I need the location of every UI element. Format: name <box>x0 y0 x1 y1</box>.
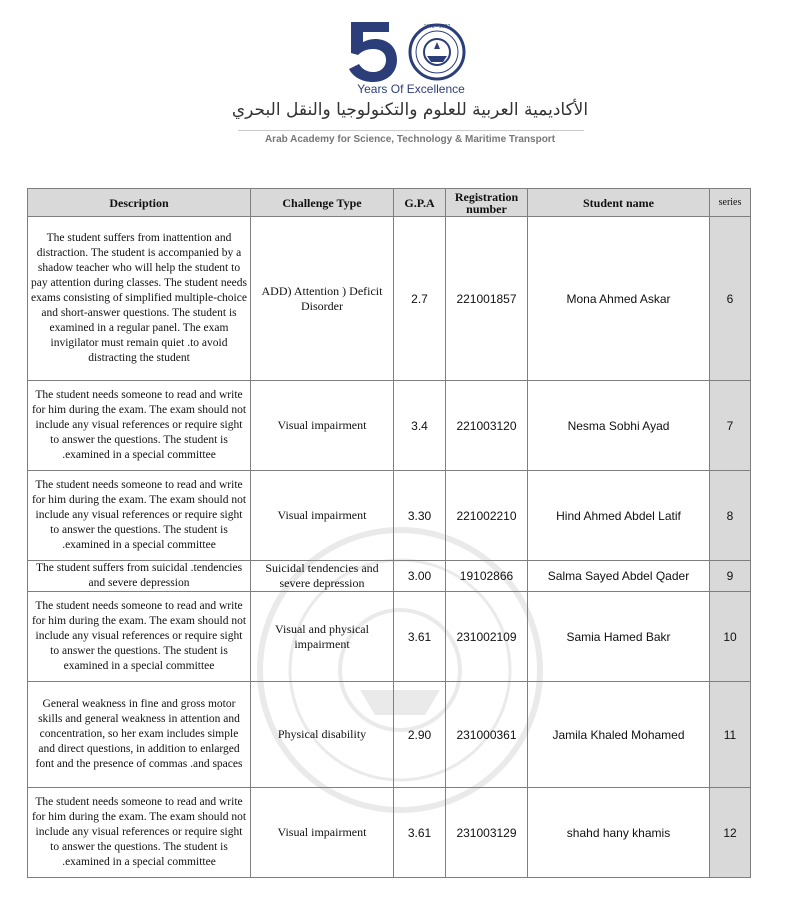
column-header-series: series <box>710 189 751 217</box>
student-name-cell: shahd hany khamis <box>528 788 710 878</box>
registration-cell: 231002109 <box>446 592 528 682</box>
table-row <box>28 471 751 561</box>
description-cell: The student needs someone to read and write for him during the exam. The exam should not include any visual references or require sight to answer the questions. The student is .examined in a special committee <box>28 788 251 878</box>
challenge-type-cell: Physical disability <box>251 682 394 788</box>
column-header-challenge-type: Challenge Type <box>251 189 394 217</box>
registration-cell: 19102866 <box>446 561 528 592</box>
registration-cell: 221002210 <box>446 471 528 561</box>
series-cell: 11 <box>710 682 751 788</box>
series-cell: 8 <box>710 471 751 561</box>
tagline: Years Of Excellence <box>357 82 465 96</box>
table-header-row <box>28 189 751 217</box>
student-name-cell: Samia Hamed Bakr <box>528 592 710 682</box>
series-cell: 9 <box>710 561 751 592</box>
student-name-cell: Nesma Sobhi Ayad <box>528 381 710 471</box>
challenge-type-cell: Visual impairment <box>251 788 394 878</box>
student-name-cell: Salma Sayed Abdel Qader <box>528 561 710 592</box>
student-name-cell: Hind Ahmed Abdel Latif <box>528 471 710 561</box>
gpa-cell: 3.4 <box>394 381 446 471</box>
column-header-gpa: G.P.A <box>394 189 446 217</box>
gpa-cell: 2.90 <box>394 682 446 788</box>
logo-years-text: 1972 - 2022 <box>423 24 451 30</box>
registration-cell: 231003129 <box>446 788 528 878</box>
description-cell: The student needs someone to read and write for him during the exam. The exam should not include any visual references or require sight to answer the questions. The student is .examined in a special committee <box>28 471 251 561</box>
table-row <box>28 788 751 878</box>
series-cell: 10 <box>710 592 751 682</box>
table-row <box>28 381 751 471</box>
gpa-cell: 3.00 <box>394 561 446 592</box>
gpa-cell: 2.7 <box>394 217 446 381</box>
column-header-registration: Registration number <box>446 189 528 217</box>
description-cell: The student suffers from suicidal .tendencies and severe depression <box>28 561 251 592</box>
table-row <box>28 682 751 788</box>
table-row <box>28 217 751 381</box>
series-cell: 6 <box>710 217 751 381</box>
table-row <box>28 592 751 682</box>
gpa-cell: 3.30 <box>394 471 446 561</box>
series-cell: 12 <box>710 788 751 878</box>
challenge-type-cell: Visual impairment <box>251 381 394 471</box>
challenge-type-cell: Visual impairment <box>251 471 394 561</box>
description-cell: The student suffers from inattention and distraction. The student is accompanied by a shadow teacher who will help the student to pay attention during classes. The student needs exams consisting of simplified multiple-choice and short-answer questions. The student is examined in a regular panel. The exam invigilator must remain quiet .to avoid distracting the student <box>28 217 251 381</box>
arabic-institution-name: الأكاديمية العربية للعلوم والتكنولوجيا والنقل البحري <box>231 100 589 120</box>
page-header <box>0 0 800 170</box>
column-header-student-name: Student name <box>528 189 710 217</box>
student-records-table <box>27 188 751 878</box>
description-cell: The student needs someone to read and write for him during the exam. The exam should not include any visual references or require sight to answer the questions. The student is .examined in a special committee <box>28 381 251 471</box>
registration-cell: 221001857 <box>446 217 528 381</box>
header-divider <box>238 130 584 131</box>
challenge-type-cell: ADD) Attention ) Deficit Disorder <box>251 217 394 381</box>
challenge-type-cell: Suicidal tendencies and severe depression <box>251 561 394 592</box>
challenge-type-cell: Visual and physical impairment <box>251 592 394 682</box>
gpa-cell: 3.61 <box>394 592 446 682</box>
description-cell: General weakness in fine and gross motor skills and general weakness in attention and concentration, so her exam includes simple and direct questions, in addition to enlarged font and the presence of commas .and spaces <box>28 682 251 788</box>
student-name-cell: Jamila Khaled Mohamed <box>528 682 710 788</box>
description-cell: The student needs someone to read and write for him during the exam. The exam should not include any visual references or require sight to answer the questions. The student is examined in a special committee <box>28 592 251 682</box>
registration-cell: 231000361 <box>446 682 528 788</box>
anniversary-logo <box>345 16 477 82</box>
english-institution-name: Arab Academy for Science, Technology & Maritime Transport <box>264 134 556 145</box>
student-name-cell: Mona Ahmed Askar <box>528 217 710 381</box>
table-row <box>28 561 751 592</box>
gpa-cell: 3.61 <box>394 788 446 878</box>
registration-cell: 221003120 <box>446 381 528 471</box>
series-cell: 7 <box>710 381 751 471</box>
column-header-description: Description <box>28 189 251 217</box>
